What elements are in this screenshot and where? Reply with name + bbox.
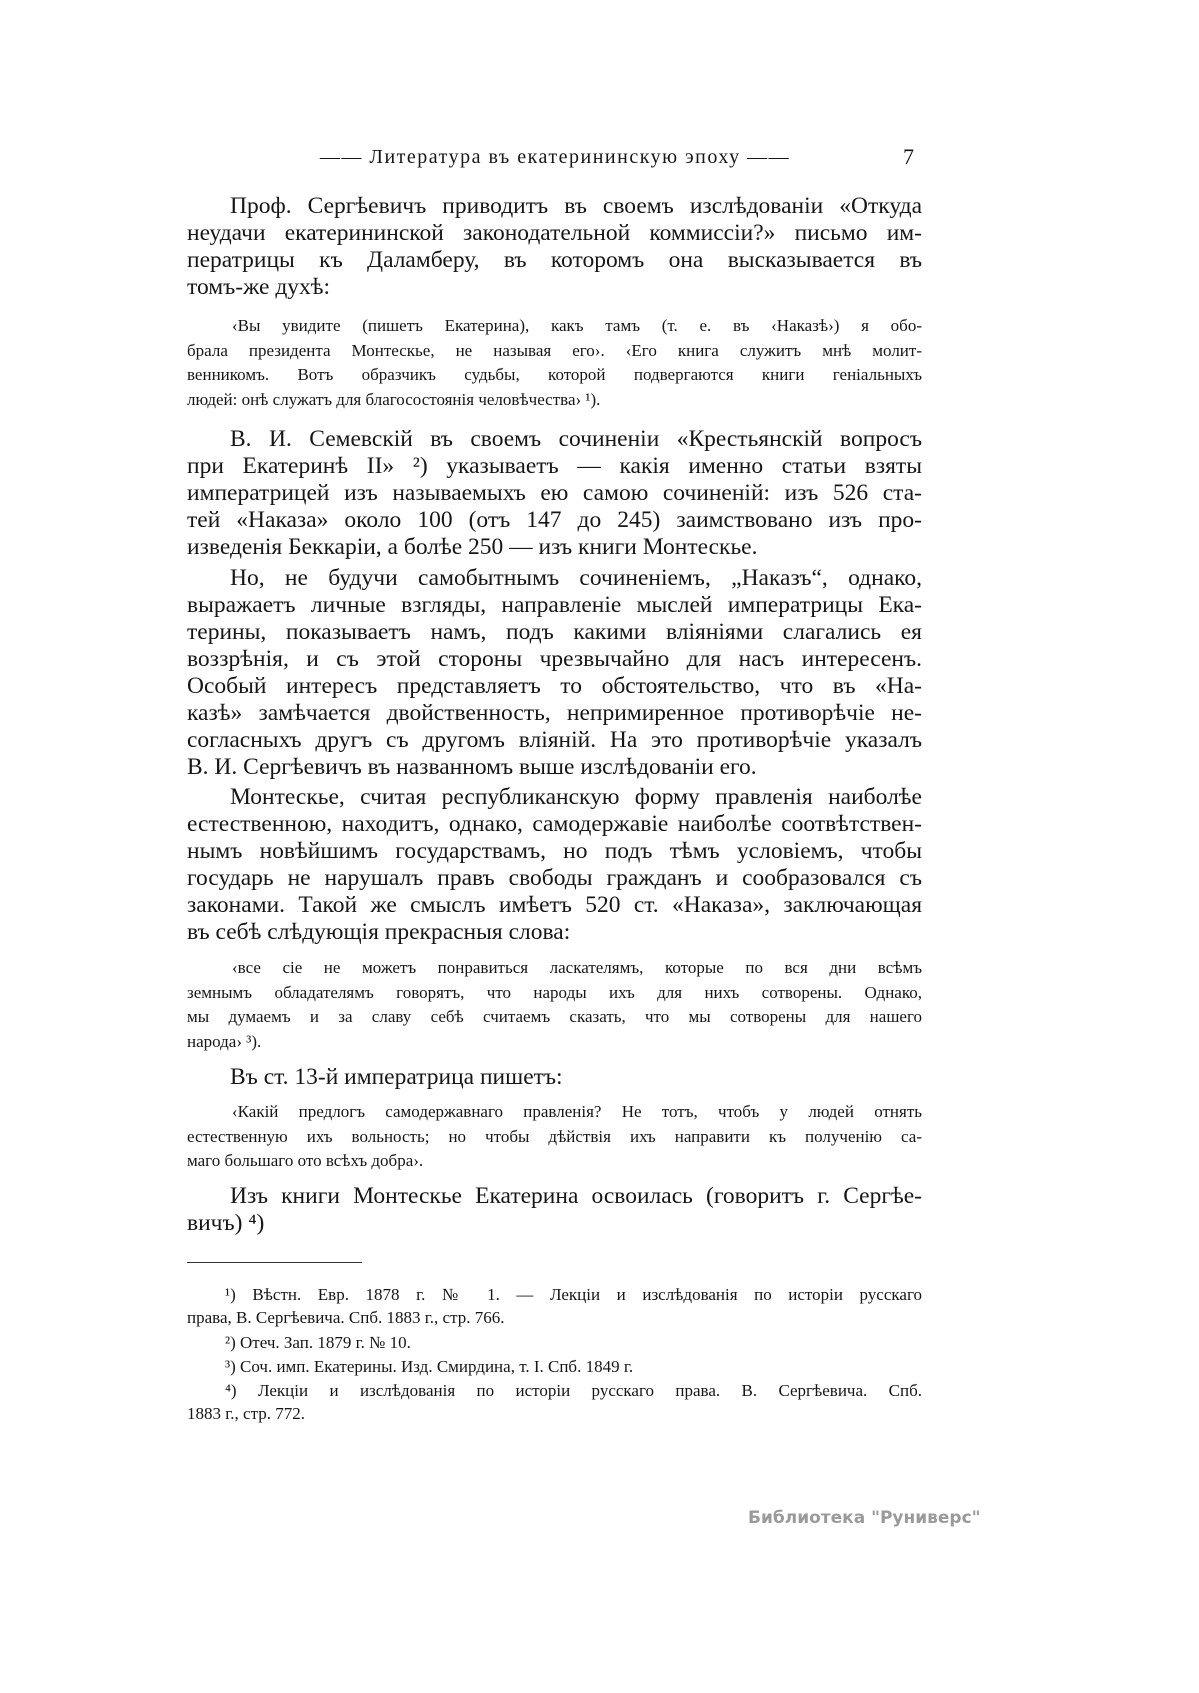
text-line: естественную ихъ вольность; но чтобы дѣйствія ихъ направити къ полученію са- [187,1126,922,1146]
text-line: при Екатеринѣ II» ²) указываетъ — какія именно статьи взяты [187,453,922,479]
page-number: 7 [903,144,914,169]
text-line: Въ ст. 13-й императрица пишетъ: [230,1064,563,1090]
block-quote [187,314,922,413]
text-line: мы думаемъ и за славу себѣ считаемъ сказать, что мы сотворены для нашего [187,1007,922,1027]
text-line: вичъ) ⁴) [187,1210,265,1236]
paragraph [187,426,922,561]
text-line: ‹Какій предлогъ самодержавнаго правленія? Не тотъ, чтобъ у людей отнять [232,1102,922,1121]
footnote [187,1355,922,1378]
footnote [187,1283,922,1329]
block-quote [187,1100,922,1174]
text-line: земнымъ обладателямъ говорятъ, что народы ихъ для нихъ сотворены. Однако, [187,982,922,1002]
text-line: Изъ книги Монтескье Екатерина освоилась (говоритъ г. Сергѣе- [230,1183,922,1209]
text-line: казѣ» замѣчается двойственность, непримиренное противорѣчіе не- [187,700,922,726]
text-line: В. И. Семевскій въ своемъ сочиненіи «Крестьянскій вопросъ [230,426,922,452]
text-line: народа› ³). [187,1032,262,1052]
text-line: Особый интересъ представляетъ то обстоятельство, что въ «На- [187,673,922,699]
footnote [187,1331,922,1354]
text-line: маго большаго ото всѣхъ добра›. [187,1151,424,1171]
text-line: терины, показываетъ намъ, подъ какими вліяніями слагались ея [187,619,922,645]
footnote [187,1379,922,1425]
text-line: ‹все сіе не можетъ понравиться ласкателямъ, которые по вся дни всѣмъ [232,958,922,977]
text-line: Но, не будучи самобытнымъ сочиненіемъ, „Наказъ“, однако, [230,565,922,591]
paragraph [187,193,922,301]
text-line: людей: онѣ служатъ для благосостоянія человѣчества› ¹). [187,390,601,410]
paragraph [187,1183,922,1237]
text-line: венникомъ. Вотъ образчикъ судьбы, которой подвергаются книги геніальныхъ [187,365,922,385]
text-line: ‹Вы увидите (пишетъ Екатерина), какъ тамъ (т. е. въ ‹Наказѣ›) я обо- [232,316,922,335]
text-line: Проф. Сергѣевичъ приводитъ въ своемъ изслѣдованіи «Откуда [230,193,922,219]
text-line: В. И. Сергѣевичъ въ названномъ выше изслѣдованіи его. [187,754,757,780]
text-line: императрицей изъ называемыхъ ею самою сочиненій: изъ 526 ста- [187,480,922,506]
footnote-divider [187,1262,362,1263]
text-line: выражаетъ личные взгляды, направленіе мыслей императрицы Ека- [187,592,922,618]
footnote-line: ⁴) Лекціи и изслѣдованія по исторіи русскаго права. В. Сергѣевича. Спб. [225,1381,922,1400]
running-title: —— Литература въ екатерининскую эпоху —— [319,146,791,168]
text-line: воззрѣнія, и съ этой стороны чрезвычайно для насъ интересенъ. [187,646,922,672]
footnote-line: ³) Соч. имп. Екатерины. Изд. Смирдина, т. I. Спб. 1849 г. [225,1357,634,1376]
paragraph [187,565,922,781]
text-line: законами. Такой же смыслъ имѣетъ 520 ст. «Наказа», заключающая [187,892,922,918]
text-line: въ себѣ слѣдующія прекрасныя слова: [187,919,571,945]
paragraph [187,1064,922,1091]
text-line: согласныхъ другъ съ другомъ вліяній. На это противорѣчіе указалъ [187,727,922,753]
text-line: государь не нарушалъ правъ свободы гражданъ и сообразовался съ [187,865,922,891]
text-line: тей «Наказа» около 100 (отъ 147 до 245) заимствовано изъ про- [187,507,922,533]
footnote-line: ²) Отеч. Зап. 1879 г. № 10. [225,1333,411,1352]
text-line: томъ-же духѣ: [187,274,331,300]
text-line: нымъ новѣйшимъ государствамъ, но подъ тѣмъ условіемъ, чтобы [187,838,922,864]
library-watermark: Библиотека "Руниверс" [748,1508,981,1528]
text-line: Монтескье, считая республиканскую форму правленія наиболѣе [230,784,922,810]
footnote-line: права, В. Сергѣевича. Спб. 1883 г., стр. 766. [187,1308,505,1328]
block-quote [187,956,922,1055]
text-line: брала президента Монтескье, не называя его›. ‹Его книга служитъ мнѣ молит- [187,340,922,360]
footnote-line: ¹) Вѣстн. Евр. 1878 г. № 1. — Лекціи и изслѣдованія по исторіи русскаго [225,1285,922,1304]
text-line: ператрицы къ Даламберу, въ которомъ она высказывается въ [187,247,922,273]
paragraph [187,784,922,946]
text-line: естественною, находитъ, однако, самодержавіе наиболѣе соотвѣтствен- [187,811,922,837]
text-line: неудачи екатерининской законодательной коммиссіи?» письмо им- [187,220,922,246]
text-line: изведенія Беккаріи, а болѣе 250 — изъ книги Монтескье. [187,534,758,560]
footnote-line: 1883 г., стр. 772. [187,1404,305,1424]
